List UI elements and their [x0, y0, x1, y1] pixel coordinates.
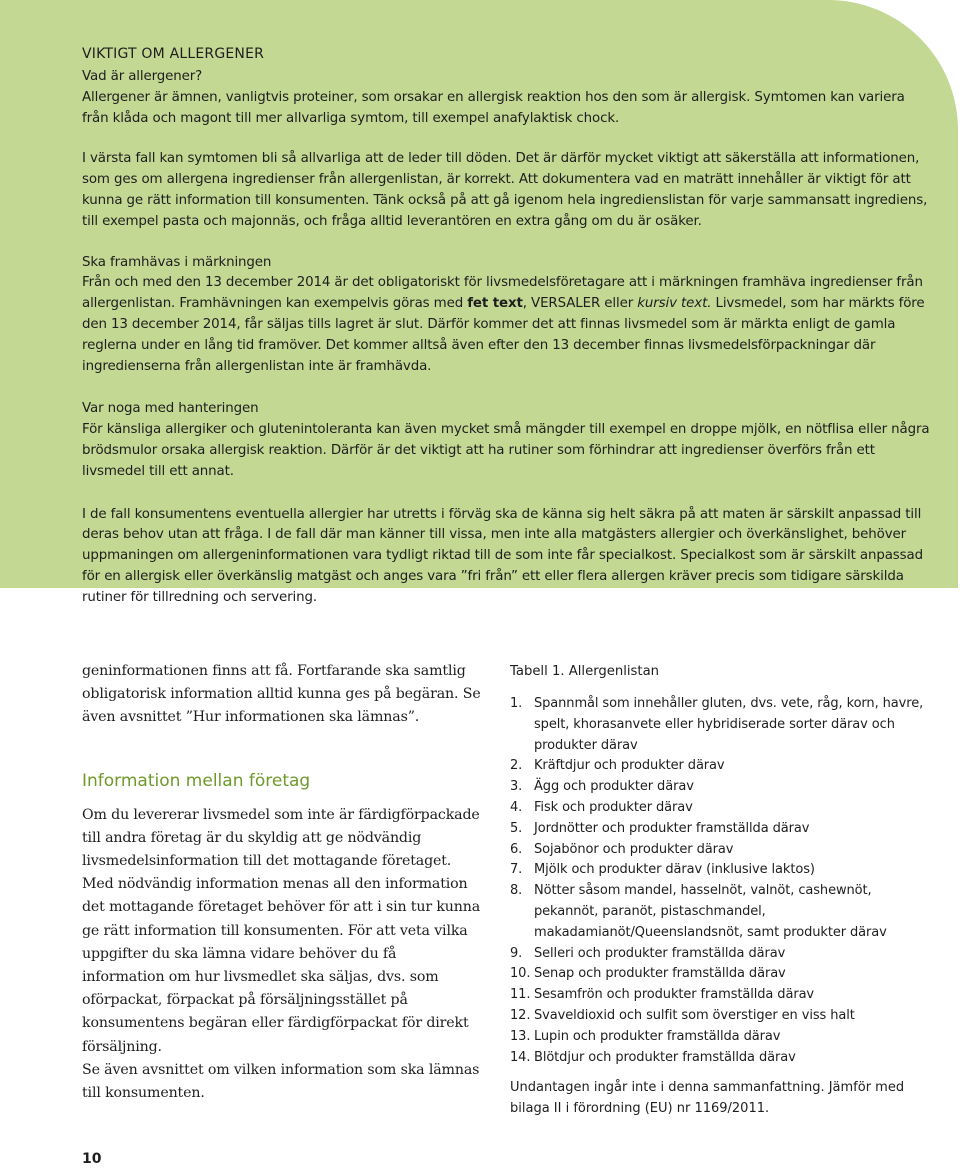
list-item — [510, 756, 930, 777]
list-item-text: Nötter såsom mandel, hasselnöt, valnöt, cashewnöt, pekannöt, paranöt, pistaschmandel, makadamianöt/Queenslandsnöt, samt produkter därav — [534, 883, 887, 940]
list-item — [510, 1048, 930, 1069]
list-item-number: 2. — [510, 758, 523, 774]
list-item-text: Mjölk och produkter därav (inklusive laktos) — [534, 862, 815, 878]
list-item-number: 9. — [510, 945, 523, 961]
list-item-number: 14. — [510, 1049, 531, 1065]
handling-heading: Var noga med hanteringen — [82, 401, 259, 417]
list-item-number: 10. — [510, 966, 531, 982]
list-item-number: 12. — [510, 1007, 531, 1023]
list-item-text: Blötdjur och produkter framställda därav — [534, 1049, 796, 1065]
list-item-text: Kräftdjur och produkter därav — [534, 758, 725, 774]
question-heading: Vad är allergener? — [82, 69, 203, 84]
list-item-text: Ägg och produkter därav — [534, 779, 694, 795]
list-item — [510, 860, 930, 881]
list-item-text: Selleri och produkter framställda därav — [534, 945, 786, 961]
list-item-number: 1. — [510, 696, 523, 711]
list-item — [510, 1006, 930, 1027]
list-item — [510, 964, 930, 985]
list-item — [510, 798, 930, 819]
list-item — [510, 777, 930, 798]
list-item — [510, 840, 930, 861]
list-item-text: Jordnötter och produkter framställda därav — [534, 820, 810, 836]
list-item-text: Senap och produkter framställda därav — [534, 966, 786, 982]
table-note: Undantagen ingår inte i denna sammanfattning. Jämför med bilaga II i förordning (EU) nr 1169/2011. — [510, 1080, 905, 1117]
list-item-number: 6. — [510, 841, 523, 857]
section-heading: Information mellan företag — [82, 770, 311, 791]
allergen-table — [510, 662, 930, 1120]
list-item-number: 11. — [510, 987, 531, 1003]
list-item — [510, 694, 930, 756]
list-item-number: 3. — [510, 779, 523, 795]
box-title: VIKTIGT OM ALLERGENER — [82, 46, 265, 62]
labelling-paragraph: Från och med den 13 december 2014 är det obligatoriskt för livsmedelsföretagare att i märkningen framhäva ingredienser från allergenlistan. Framhävningen kan exempelvis göras med fet text, VERSALER eller kursiv text. Livsmedel, som har märkts före den 13 december 2014, får säljas tills lagret är slut. Därför kommer det att finnas livsmedel som är märkta enligt de gamla reglerna under en lång tid framöver. Det kommer alltså även efter den 13 december finnas livsmedelsförpackningar där ingredienserna från allergenlistan inte är framhävda. — [82, 275, 925, 374]
list-item-number: 13. — [510, 1028, 531, 1044]
list-item — [510, 819, 930, 840]
severity-paragraph: I värsta fall kan symtomen bli så allvarliga att de leder till döden. Det är därför mycket viktigt att säkerställa att informationen, som ges om allergena ingredienser från allergenlistan, är korrekt. Att dokumentera vad en maträtt innehåller är viktigt för att kunna ge rätt information till konsumenten. Tänk också på att gå igenom hela ingredienslistan för varje sammansatt ingrediens, till exempel pasta och majonnäs, och fråga alltid leverantören en extra gång om du är osäker. — [82, 151, 928, 229]
left-column — [82, 660, 482, 1105]
list-item — [510, 944, 930, 965]
business-info-paragraph: Om du levererar livsmedel som inte är färdigförpackade till andra företag är du skyldig att ge nödvändig livsmedelsinformation till det mottagande företaget. Med nödvändig information menas all den information det mottagande företaget behöver för att i sin tur kunna ge rätt information till konsumenten. För att veta vilka uppgifter du ska lämna vidare behöver du få information om hur livsmedlet ska säljas, dvs. som oförpackat, förpackat på försäljningsstället på konsumentens begäran eller färdigförpackat för direkt försäljning. — [82, 806, 481, 1055]
list-item-text: Sesamfrön och produkter framställda därav — [534, 987, 815, 1003]
allergen-info-content — [82, 44, 934, 609]
list-item-number: 5. — [510, 820, 523, 836]
special-diet-paragraph: I de fall konsumentens eventuella allergier har utretts i förväg ska de känna sig helt säkra på att maten är särskilt anpassad till deras behov utan att fråga. I de fall där man känner till vissa, men inte alla matgästers allergier och överkänslighet, behöver uppmaningen om allergeninformationen vara tydligt riktad till de som inte får specialkost. Specialkost som är särskilt anpassad för en allergisk eller överkänslig matgäst och anges vara ”fri från” ett eller flera allergen kräver precis som tidigare särskilda rutiner för tillredning och servering. — [82, 506, 923, 605]
list-item-text: Svaveldioxid och sulfit som överstiger en viss halt — [534, 1007, 855, 1023]
list-item-text: Sojabönor och produkter därav — [534, 841, 734, 857]
continued-paragraph: geninformationen finns att få. Fortfarande ska samtlig obligatorisk information alltid kunna ges på begäran. Se även avsnittet ”Hur informationen ska lämnas”. — [82, 663, 481, 726]
page-number: 10 — [82, 1151, 102, 1167]
table-title: Tabell 1. Allergenlistan — [510, 664, 660, 679]
list-item-text: Lupin och produkter framställda därav — [534, 1028, 781, 1044]
list-item-text: Spannmål som innehåller gluten, dvs. vete, råg, korn, havre, spelt, khorasanvete eller hybridiserade sorter därav och produkter därav — [534, 696, 924, 753]
allergen-list — [510, 694, 930, 1068]
list-item — [510, 1027, 930, 1048]
list-item — [510, 881, 930, 943]
handling-paragraph: För känsliga allergiker och glutenintoleranta kan även mycket små mängder till exempel en droppe mjölk, en nötflisa eller några brödsmulor orsaka allergisk reaktion. Därför är det viktigt att ha rutiner som förhindrar att ingredienser överförs från ett livsmedel till ett annat. — [82, 422, 930, 479]
list-item-number: 8. — [510, 883, 523, 899]
list-item-text: Fisk och produkter därav — [534, 799, 693, 815]
list-item — [510, 985, 930, 1006]
see-also-paragraph: Se även avsnittet om vilken information som ska lämnas till konsumenten. — [82, 1061, 480, 1102]
labelling-heading: Ska framhävas i märkningen — [82, 254, 272, 270]
bold-example: fet text — [467, 296, 523, 312]
allergen-definition: Allergener är ämnen, vanligtvis proteiner, som orsakar en allergisk reaktion hos den som är allergisk. Symtomen kan variera från klåda och magont till mer allvarliga symtom, till exempel anafylaktisk chock. — [82, 89, 905, 126]
italic-example: kursiv text. — [637, 296, 712, 312]
list-item-number: 4. — [510, 799, 523, 815]
list-item-number: 7. — [510, 862, 523, 878]
